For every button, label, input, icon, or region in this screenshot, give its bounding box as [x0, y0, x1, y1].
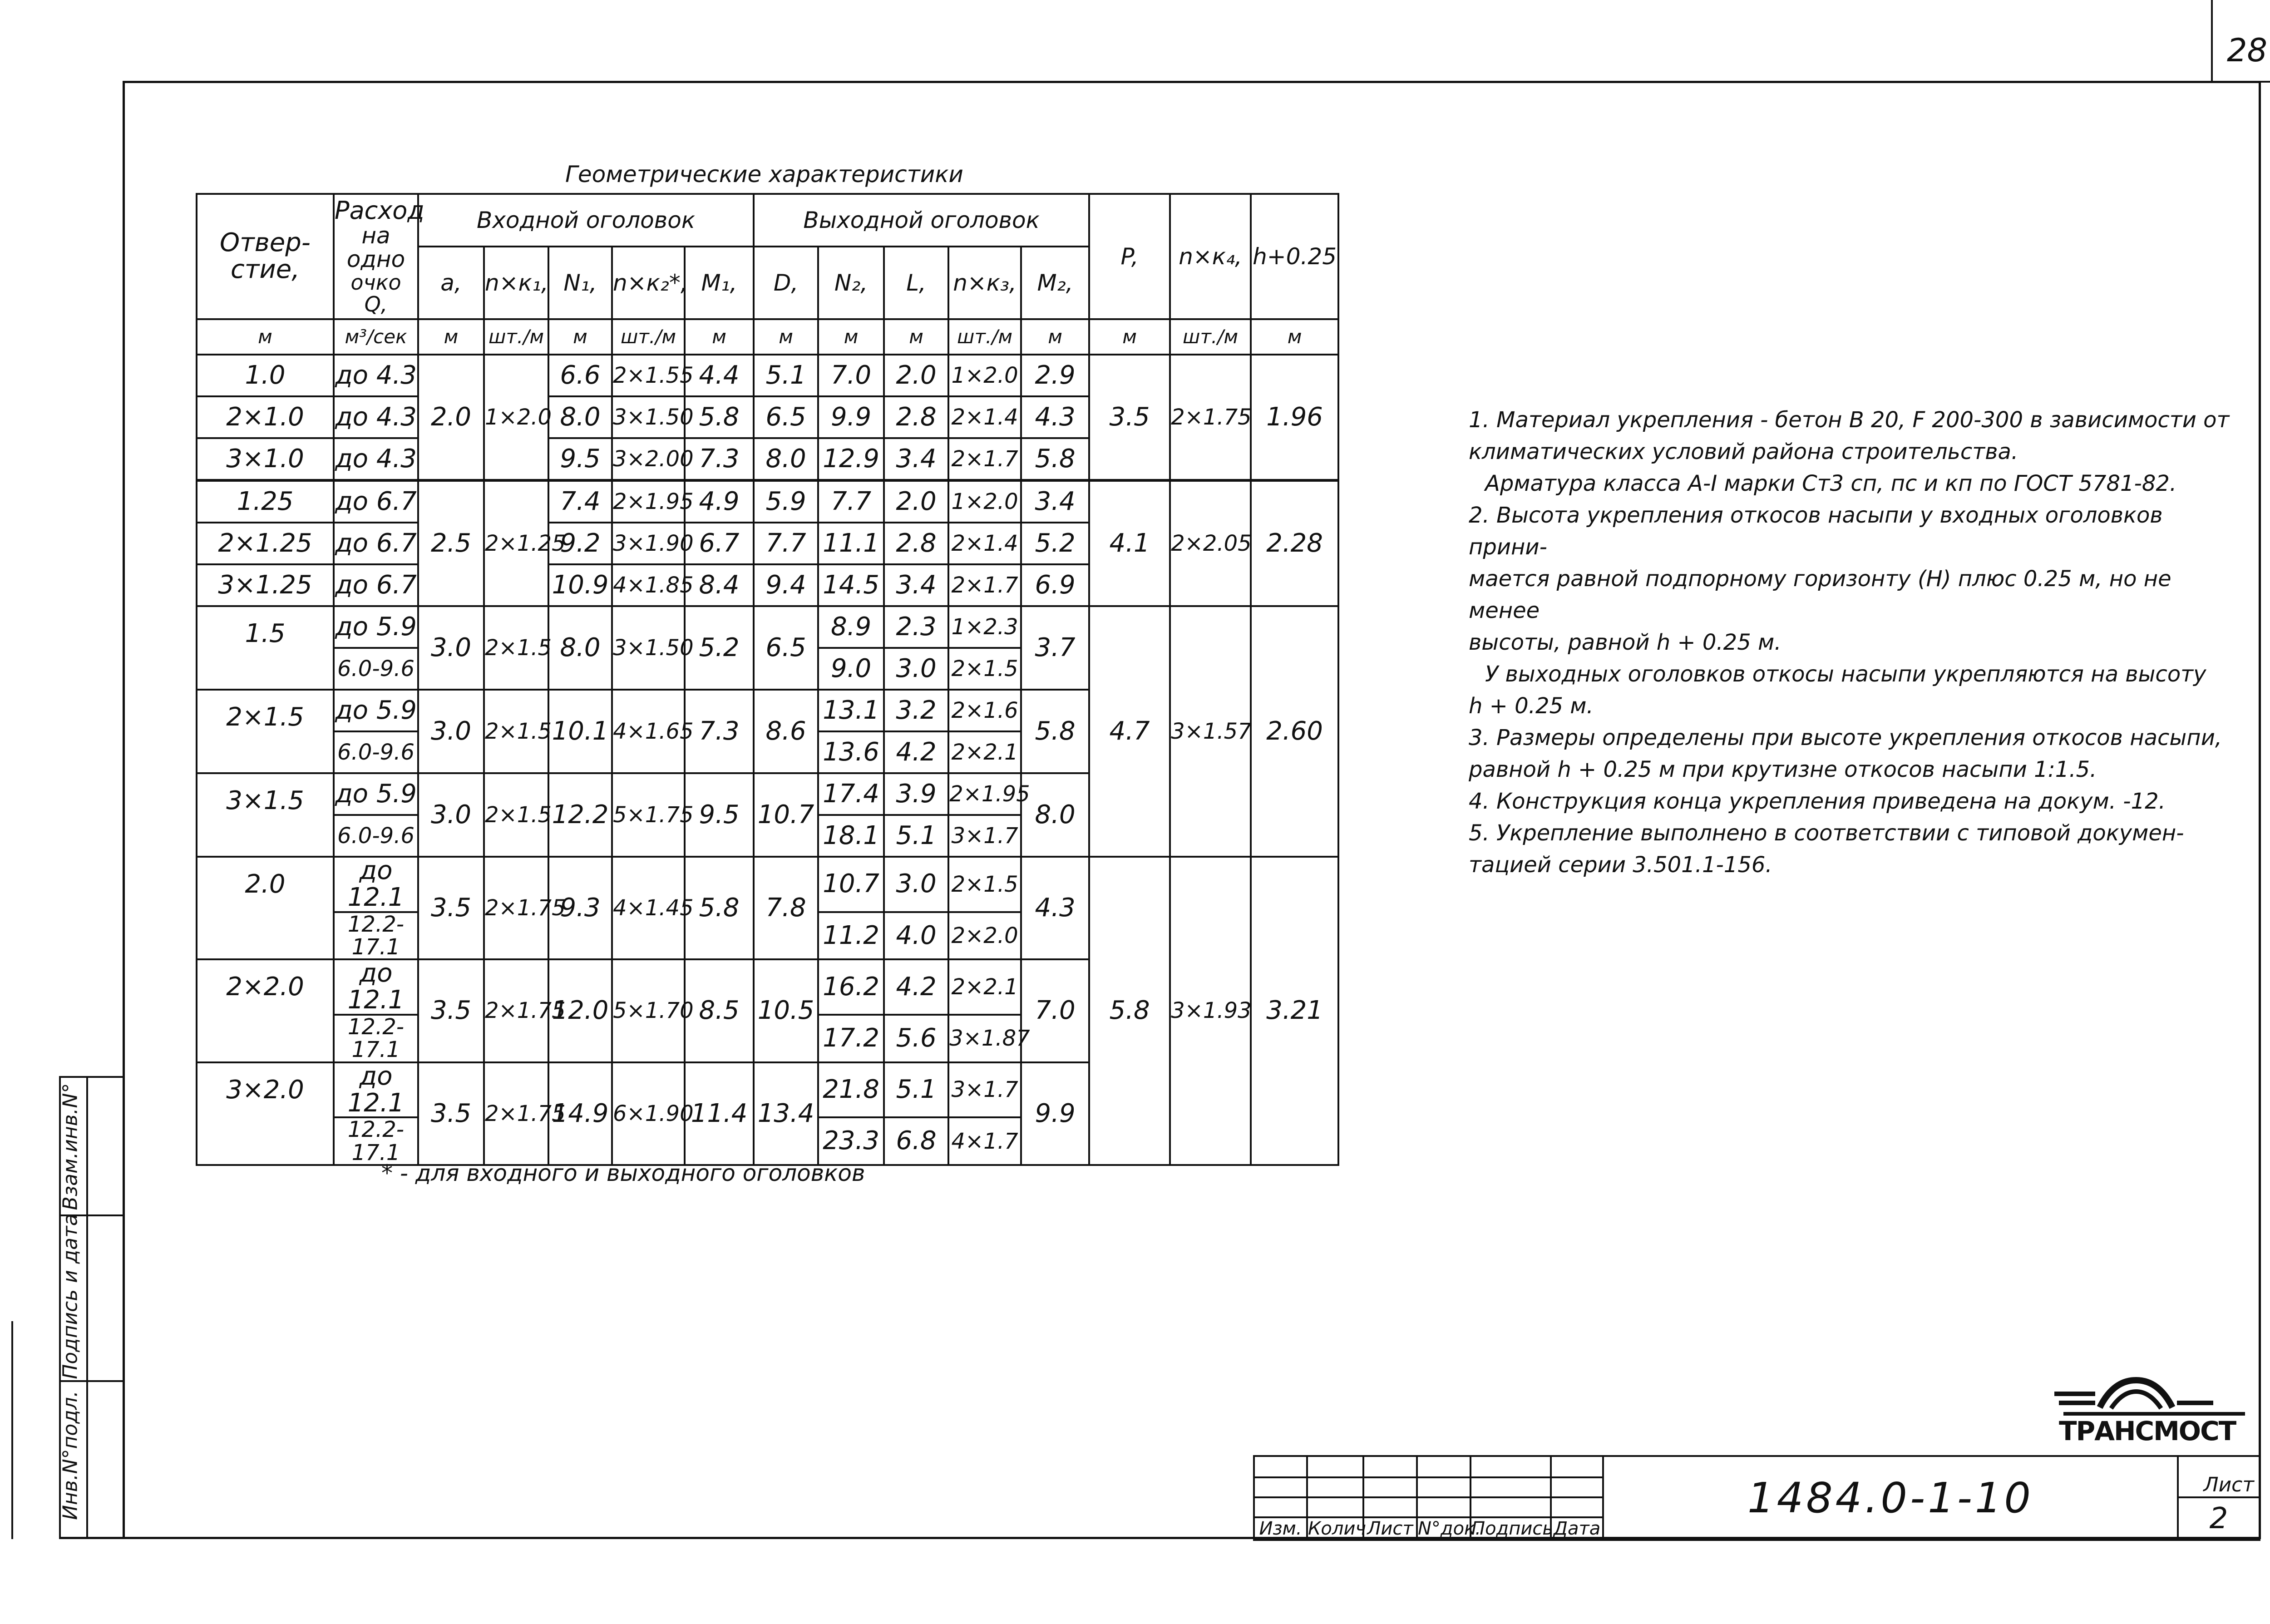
- cell-n2: 23.3: [818, 1117, 884, 1165]
- note-line: 3. Размеры определены при высоте укрепления откосов насыпи,: [1469, 725, 2222, 750]
- cell-d: 8.0: [754, 438, 818, 480]
- unit-flow: м³/сек: [334, 319, 418, 355]
- cell-opening: 3×1.25: [197, 564, 334, 606]
- cell-n2: 18.1: [818, 815, 884, 857]
- cell-opening: 3×1.5: [197, 773, 334, 857]
- table-body: [197, 355, 1338, 1165]
- note-line: Арматура класса A-I марки Ст3 сп, пс и кп по ГОСТ 5781-82.: [1485, 471, 2177, 496]
- tb-label-ndok: N°док.: [1418, 1518, 1481, 1539]
- cell-n1: 9.2: [548, 523, 612, 564]
- sheet-number: 2: [2209, 1502, 2228, 1535]
- geometric-characteristics-table: [196, 193, 1339, 1166]
- header-nk1: n×к₁,: [484, 247, 548, 319]
- cell-a: 3.0: [418, 690, 484, 773]
- cell-l: 5.6: [884, 1015, 948, 1062]
- header-n1: N₁,: [548, 247, 612, 319]
- cell-d: 13.4: [754, 1062, 818, 1165]
- corner-line-v: [2211, 0, 2213, 83]
- cell-n1: 8.0: [548, 606, 612, 690]
- unit-opening: м: [197, 319, 334, 355]
- cell-n1: 12.0: [548, 959, 612, 1062]
- unit-nk3: шт./м: [948, 319, 1021, 355]
- tb-label-izm: Изм.: [1254, 1517, 1307, 1540]
- header-flow-line3: очко: [350, 270, 401, 295]
- logo-text: ТРАНСМОСТ: [2059, 1416, 2236, 1446]
- cell-nk3: 3×1.7: [948, 1062, 1021, 1118]
- cell-n2: 21.8: [818, 1062, 884, 1118]
- cell-m1: 4.4: [685, 355, 754, 396]
- cell-p: 3.5: [1089, 355, 1170, 480]
- stamp-podpis-data: Подпись и дата: [59, 1214, 82, 1379]
- unit-d: м: [754, 319, 818, 355]
- tb-cell: [1417, 1477, 1471, 1497]
- cell-opening: 3×2.0: [197, 1062, 334, 1165]
- tb-label-kolich: Колич: [1308, 1518, 1367, 1539]
- table-title: Геометрические характеристики: [565, 161, 963, 188]
- cell-n2: 7.0: [818, 355, 884, 396]
- stamp-vzam-inv: Взам.инв.N°: [59, 1083, 82, 1210]
- sheet-corner-number: 28: [2227, 32, 2268, 69]
- cell-m2: 8.0: [1021, 773, 1089, 857]
- cell-l: 5.1: [884, 1062, 948, 1118]
- sheet-label: Лист: [2203, 1473, 2254, 1496]
- document-code: 1484.0-1-10: [1747, 1474, 2033, 1522]
- cell-nk3: 4×1.7: [948, 1117, 1021, 1165]
- cell-m2: 3.4: [1021, 480, 1089, 523]
- note-line: 5. Укрепление выполнено в соответствии с типовой докумен-: [1469, 820, 2184, 846]
- cell-nk2: 2×1.95: [612, 480, 685, 523]
- cell-l: 4.2: [884, 731, 948, 773]
- tb-label-podpis: Подпись: [1471, 1518, 1553, 1539]
- cell-n2: 12.9: [818, 438, 884, 480]
- unit-nk1: шт./м: [484, 319, 548, 355]
- cell-flow: до 4.3: [334, 438, 418, 480]
- unit-p: м: [1089, 319, 1170, 355]
- cell-m2: 2.9: [1021, 355, 1089, 396]
- cell-nk2: 4×1.45: [612, 857, 685, 959]
- header-opening-line2: стие,: [230, 255, 300, 284]
- tb-cell: [1307, 1477, 1363, 1497]
- unit-h025: м: [1251, 319, 1338, 355]
- stamp-outer-line: [11, 1321, 13, 1539]
- cell-nk1: 2×1.75: [484, 857, 548, 959]
- header-a: a,: [418, 247, 484, 319]
- cell-nk1: 2×1.5: [484, 690, 548, 773]
- cell-nk2: 6×1.90: [612, 1062, 685, 1165]
- cell-n2: 9.9: [818, 396, 884, 438]
- cell-p: 5.8: [1089, 857, 1170, 1165]
- tb-cell: [1254, 1456, 1307, 1477]
- unit-m2: м: [1021, 319, 1089, 355]
- document-code-cell: [1603, 1456, 2178, 1540]
- cell-opening: 2×1.0: [197, 396, 334, 438]
- cell-flow: до 4.3: [334, 355, 418, 396]
- note-line: тацией серии 3.501.1-156.: [1469, 852, 1772, 878]
- cell-a: 3.0: [418, 773, 484, 857]
- cell-opening: 1.0: [197, 355, 334, 396]
- notes-block: [1469, 404, 2240, 881]
- cell-n1: 7.4: [548, 480, 612, 523]
- cell-n2: 13.1: [818, 690, 884, 731]
- cell-nk2: 5×1.75: [612, 773, 685, 857]
- cell-flow: до 12.1: [334, 857, 418, 912]
- cell-flow: 12.2-17.1: [334, 1015, 418, 1062]
- cell-nk4: 2×1.75: [1170, 355, 1251, 480]
- cell-d: 6.5: [754, 396, 818, 438]
- cell-opening: 2×1.25: [197, 523, 334, 564]
- cell-a: 3.0: [418, 606, 484, 690]
- cell-nk3: 2×1.4: [948, 523, 1021, 564]
- cell-m2: 5.8: [1021, 438, 1089, 480]
- cell-flow: до 12.1: [334, 959, 418, 1015]
- sheet-label-cell: [2178, 1456, 2260, 1497]
- stamp-mid-line: [86, 1076, 88, 1539]
- cell-m2: 7.0: [1021, 959, 1089, 1062]
- tb-cell: [1307, 1456, 1363, 1477]
- cell-nk2: 3×1.50: [612, 396, 685, 438]
- header-l: L,: [884, 247, 948, 319]
- unit-n1: м: [548, 319, 612, 355]
- tb-label-data: Дата: [1551, 1517, 1603, 1540]
- tb-cell: [1551, 1497, 1603, 1517]
- cell-m2: 9.9: [1021, 1062, 1089, 1165]
- cell-m1: 9.5: [685, 773, 754, 857]
- tb-cell: [1471, 1477, 1551, 1497]
- cell-n2: 8.9: [818, 606, 884, 648]
- cell-m2: 5.2: [1021, 523, 1089, 564]
- cell-flow: 12.2-17.1: [334, 912, 418, 960]
- cell-m1: 5.8: [685, 857, 754, 959]
- cell-n2: 7.7: [818, 480, 884, 523]
- cell-nk2: 2×1.55: [612, 355, 685, 396]
- cell-n1: 9.5: [548, 438, 612, 480]
- note-line: h + 0.25 м.: [1469, 693, 1594, 719]
- cell-l: 2.0: [884, 480, 948, 523]
- cell-m1: 8.4: [685, 564, 754, 606]
- cell-nk1: 1×2.0: [484, 355, 548, 480]
- header-flow: [334, 194, 424, 319]
- tb-cell: [1254, 1477, 1307, 1497]
- cell-d: 7.7: [754, 523, 818, 564]
- unit-l: м: [884, 319, 948, 355]
- cell-l: 4.0: [884, 912, 948, 960]
- cell-nk2: 3×1.50: [612, 606, 685, 690]
- frame-right: [2259, 81, 2261, 1539]
- cell-l: 3.9: [884, 773, 948, 815]
- cell-opening: 3×1.0: [197, 438, 334, 480]
- cell-d: 9.4: [754, 564, 818, 606]
- cell-opening: 2×2.0: [197, 959, 334, 1062]
- cell-nk1: 2×1.5: [484, 606, 548, 690]
- cell-nk1: 2×1.25: [484, 480, 548, 606]
- cell-n1: 6.6: [548, 355, 612, 396]
- cell-n1: 14.9: [548, 1062, 612, 1165]
- tb-cell: [1307, 1497, 1363, 1517]
- cell-a: 3.5: [418, 1062, 484, 1165]
- cell-m1: 7.3: [685, 690, 754, 773]
- tb-cell: [1254, 1497, 1307, 1517]
- cell-n1: 12.2: [548, 773, 612, 857]
- cell-nk3: 2×1.95: [948, 773, 1021, 815]
- header-d: D,: [754, 247, 818, 319]
- cell-d: 5.1: [754, 355, 818, 396]
- cell-n1: 10.9: [548, 564, 612, 606]
- cell-flow: до 6.7: [334, 523, 418, 564]
- cell-nk3: 1×2.0: [948, 355, 1021, 396]
- note-line: мается равной подпорному горизонту (H) плюс 0.25 м, но не менее: [1469, 566, 2171, 623]
- cell-n2: 16.2: [818, 959, 884, 1015]
- cell-l: 4.2: [884, 959, 948, 1015]
- cell-nk2: 4×1.85: [612, 564, 685, 606]
- note-line: климатических условий района строительства.: [1469, 439, 2018, 464]
- cell-n1: 10.1: [548, 690, 612, 773]
- cell-l: 3.0: [884, 648, 948, 690]
- cell-nk3: 2×2.1: [948, 731, 1021, 773]
- header-opening: [197, 194, 334, 319]
- cell-nk3: 1×2.0: [948, 480, 1021, 523]
- cell-l: 3.2: [884, 690, 948, 731]
- cell-n2: 17.4: [818, 773, 884, 815]
- cell-h: 3.21: [1251, 857, 1338, 1165]
- cell-nk3: 2×1.7: [948, 438, 1021, 480]
- cell-n2: 14.5: [818, 564, 884, 606]
- cell-nk3: 2×1.5: [948, 857, 1021, 912]
- cell-nk2: 3×2.00: [612, 438, 685, 480]
- cell-l: 2.3: [884, 606, 948, 648]
- cell-a: 2.0: [418, 355, 484, 480]
- cell-d: 8.6: [754, 690, 818, 773]
- tb-cell: [1551, 1477, 1603, 1497]
- cell-nk1: 2×1.5: [484, 773, 548, 857]
- cell-n2: 17.2: [818, 1015, 884, 1062]
- table-row: [197, 355, 1338, 396]
- tb-cell: [1417, 1497, 1471, 1517]
- cell-m2: 5.8: [1021, 690, 1089, 773]
- tb-cell: [1363, 1477, 1417, 1497]
- cell-m2: 6.9: [1021, 564, 1089, 606]
- cell-l: 2.0: [884, 355, 948, 396]
- header-h025: h+0.25: [1251, 194, 1338, 319]
- tb-cell: [1471, 1456, 1551, 1477]
- cell-flow: до 5.9: [334, 606, 418, 648]
- note-line: 1. Материал укрепления - бетон В 20, F 200-300 в зависимости от: [1469, 407, 2230, 433]
- cell-nk3: 2×1.5: [948, 648, 1021, 690]
- cell-m2: 4.3: [1021, 396, 1089, 438]
- frame-left: [123, 81, 125, 1539]
- header-m2: M₂,: [1021, 247, 1089, 319]
- cell-nk3: 3×1.87: [948, 1015, 1021, 1062]
- cell-l: 3.4: [884, 564, 948, 606]
- cell-opening: 1.5: [197, 606, 334, 690]
- cell-nk4: 3×1.57: [1170, 606, 1251, 857]
- tb-cell: [1363, 1456, 1417, 1477]
- cell-a: 2.5: [418, 480, 484, 606]
- tb-label-list: Лист: [1363, 1517, 1417, 1540]
- table-row: [197, 606, 1338, 648]
- cell-m1: 6.7: [685, 523, 754, 564]
- cell-n1: 9.3: [548, 857, 612, 959]
- cell-opening: 2.0: [197, 857, 334, 959]
- cell-n2: 9.0: [818, 648, 884, 690]
- cell-flow: до 6.7: [334, 564, 418, 606]
- cell-l: 2.8: [884, 396, 948, 438]
- cell-p: 4.7: [1089, 606, 1170, 857]
- header-inlet-group: Входной оголовок: [418, 194, 754, 247]
- cell-flow: до 6.7: [334, 480, 418, 523]
- header-outlet-group: Выходной оголовок: [754, 194, 1089, 247]
- note-line: высоты, равной h + 0.25 м.: [1469, 630, 1781, 655]
- header-p: P,: [1089, 194, 1170, 319]
- cell-a: 3.5: [418, 857, 484, 959]
- note-line: 4. Конструкция конца укрепления приведена на докум. -12.: [1469, 789, 2166, 814]
- cell-flow: до 5.9: [334, 773, 418, 815]
- cell-flow: до 12.1: [334, 1062, 418, 1118]
- cell-d: 10.7: [754, 773, 818, 857]
- header-opening-line1: Отвер-: [220, 228, 311, 258]
- unit-nk4: шт./м: [1170, 319, 1251, 355]
- header-m1: M₁,: [685, 247, 754, 319]
- cell-n2: 11.2: [818, 912, 884, 960]
- cell-m2: 3.7: [1021, 606, 1089, 690]
- cell-m1: 11.4: [685, 1062, 754, 1165]
- cell-d: 7.8: [754, 857, 818, 959]
- header-flow-line4: Q,: [364, 291, 388, 316]
- cell-n2: 10.7: [818, 857, 884, 912]
- cell-m1: 5.2: [685, 606, 754, 690]
- unit-m1: м: [685, 319, 754, 355]
- cell-nk3: 3×1.7: [948, 815, 1021, 857]
- cell-flow: до 4.3: [334, 396, 418, 438]
- cell-nk2: 5×1.70: [612, 959, 685, 1062]
- header-n2: N₂,: [818, 247, 884, 319]
- cell-nk3: 2×2.1: [948, 959, 1021, 1015]
- cell-m1: 5.8: [685, 396, 754, 438]
- cell-h: 2.60: [1251, 606, 1338, 857]
- header-flow-line2: на одно: [346, 222, 405, 273]
- cell-nk1: 2×1.75: [484, 1062, 548, 1165]
- cell-m1: 4.9: [685, 480, 754, 523]
- cell-flow: 6.0-9.6: [334, 731, 418, 773]
- cell-flow: 12.2-17.1: [334, 1117, 418, 1165]
- unit-n2: м: [818, 319, 884, 355]
- cell-h: 1.96: [1251, 355, 1338, 480]
- cell-nk3: 2×1.6: [948, 690, 1021, 731]
- cell-l: 5.1: [884, 815, 948, 857]
- cell-flow: 6.0-9.6: [334, 815, 418, 857]
- cell-nk3: 2×1.7: [948, 564, 1021, 606]
- unit-nk2: шт./м: [612, 319, 685, 355]
- cell-nk3: 2×1.4: [948, 396, 1021, 438]
- tb-cell: [1417, 1456, 1471, 1477]
- unit-a: м: [418, 319, 484, 355]
- cell-a: 3.5: [418, 959, 484, 1062]
- header-flow-line1: Расход: [335, 196, 424, 225]
- corner-line-h: [2211, 81, 2270, 83]
- cell-opening: 2×1.5: [197, 690, 334, 773]
- cell-m2: 4.3: [1021, 857, 1089, 959]
- note-line: 2. Высота укрепления откосов насыпи у входных оголовков прини-: [1469, 503, 2163, 560]
- cell-nk3: 1×2.3: [948, 606, 1021, 648]
- stamp-inv-podl: Инв.N°подл.: [59, 1391, 82, 1520]
- cell-nk4: 3×1.93: [1170, 857, 1251, 1165]
- tb-cell: [1363, 1497, 1417, 1517]
- cell-l: 6.8: [884, 1117, 948, 1165]
- cell-nk2: 4×1.65: [612, 690, 685, 773]
- cell-d: 5.9: [754, 480, 818, 523]
- table-row: [197, 857, 1338, 912]
- cell-n2: 11.1: [818, 523, 884, 564]
- cell-l: 2.8: [884, 523, 948, 564]
- title-block: [1253, 1455, 2260, 1541]
- note-line: равной h + 0.25 м при крутизне откосов насыпи 1:1.5.: [1469, 757, 2097, 782]
- tb-cell: [1551, 1456, 1603, 1477]
- cell-flow: до 5.9: [334, 690, 418, 731]
- cell-nk2: 3×1.90: [612, 523, 685, 564]
- sheet-number-cell: [2178, 1497, 2260, 1540]
- cell-d: 10.5: [754, 959, 818, 1062]
- cell-h: 2.28: [1251, 480, 1338, 606]
- header-nk3: n×к₃,: [948, 247, 1021, 319]
- tb-cell: [1471, 1497, 1551, 1517]
- note-line: У выходных оголовков откосы насыпи укрепляются на высоту: [1485, 661, 2206, 687]
- transmost-logo: [2045, 1376, 2254, 1444]
- frame-top: [123, 81, 2261, 83]
- header-nk4: n×к₄,: [1170, 194, 1251, 319]
- header-nk2: n×к₂*,: [612, 247, 685, 319]
- cell-nk1: 2×1.75: [484, 959, 548, 1062]
- cell-m1: 7.3: [685, 438, 754, 480]
- cell-d: 6.5: [754, 606, 818, 690]
- cell-nk3: 2×2.0: [948, 912, 1021, 960]
- cell-l: 3.0: [884, 857, 948, 912]
- cell-m1: 8.5: [685, 959, 754, 1062]
- cell-flow: 6.0-9.6: [334, 648, 418, 690]
- cell-p: 4.1: [1089, 480, 1170, 606]
- cell-nk4: 2×2.05: [1170, 480, 1251, 606]
- cell-n1: 8.0: [548, 396, 612, 438]
- cell-l: 3.4: [884, 438, 948, 480]
- cell-opening: 1.25: [197, 480, 334, 523]
- footnote: * - для входного и выходного оголовков: [381, 1160, 865, 1186]
- table-row: [197, 480, 1338, 523]
- cell-n2: 13.6: [818, 731, 884, 773]
